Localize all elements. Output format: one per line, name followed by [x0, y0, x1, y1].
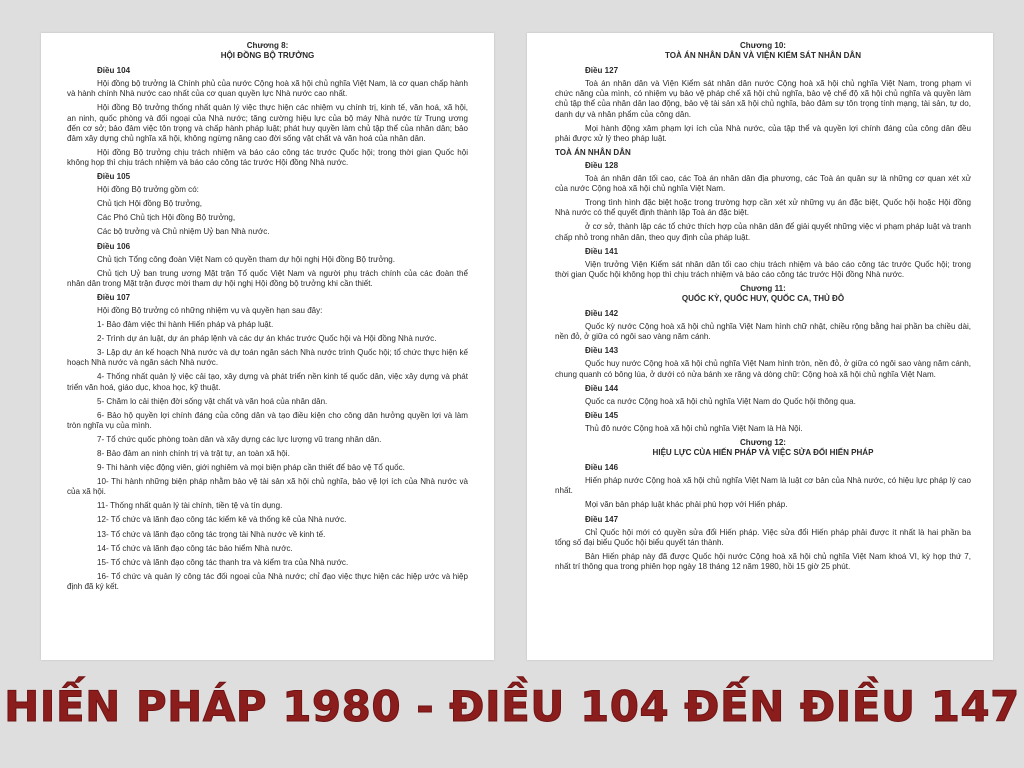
- document-page-right: [527, 33, 993, 660]
- article-title: Điều 146: [585, 463, 619, 473]
- paragraph: Bản Hiến pháp này đã được Quốc hội nước Cộng hoà xã hội chủ nghĩa Việt Nam khoá VI, kỳ họp thứ 7, nhất trí thông qua trong phiên họp ngày 18 tháng 12 năm 1980, hồi 15 giờ 25 phút.: [555, 551, 971, 571]
- paragraph: 1- Bảo đảm việc thi hành Hiến pháp và pháp luật.: [97, 320, 274, 330]
- document-page-left: [41, 33, 494, 660]
- paragraph: Hội đồng Bộ trưởng có những nhiệm vụ và quyền hạn sau đây:: [97, 305, 323, 315]
- paragraph: Quốc huy nước Cộng hoà xã hội chủ nghĩa Việt Nam hình tròn, nền đỏ, ở giữa có ngôi sao vàng năm cánh, chung quanh có bông lúa, ở dưới có nửa bánh xe răng và dòng chữ: Cộng hoà xã hội chủ nghĩa Việt Nam.: [555, 359, 971, 379]
- paragraph: Chủ tịch Tổng công đoàn Việt Nam có quyền tham dự hội nghị Hội đồng Bộ trưởng.: [97, 254, 396, 264]
- paragraph: Thủ đô nước Cộng hoà xã hội chủ nghĩa Việt Nam là Hà Nội.: [585, 423, 803, 433]
- paragraph: Trong tình hình đặc biệt hoặc trong trường hợp cần xét xử những vụ án đặc biệt, Quốc hội hoặc Hội đồng Nhà nước có thể quyết định thành lập Toà án đặc biệt.: [555, 198, 971, 218]
- article-title: Điều 144: [585, 383, 619, 393]
- paragraph: ở cơ sở, thành lập các tổ chức thích hợp của nhân dân để giải quyết những việc vi phạm pháp luật và tranh chấp nhỏ trong nhân dân, theo quy định của pháp luật.: [555, 222, 971, 242]
- paragraph: Hội đồng Bộ trưởng thống nhất quản lý việc thực hiện các nhiệm vụ chính trị, kinh tế, văn hoá, xã hội, an ninh, quốc phòng và đối ngoại của Nhà nước; tăng cường hiệu lực của bộ máy Nhà nước từ Trung ương đến cơ sở; bảo đảm việc tôn trọng và chấp hành pháp luật; phát huy quyền làm chủ tập thể của nhân dân; bảo đảm xây dựng chủ nghĩa xã hội, không ngừng nâng cao đời sống vật chất và văn hoá của nhân dân.: [67, 103, 468, 143]
- paragraph: 5- Chăm lo cải thiện đời sống vật chất và văn hoá của nhân dân.: [97, 396, 328, 406]
- paragraph: 2- Trình dự án luật, dự án pháp lệnh và các dự án khác trước Quốc hội và Hội đồng Nhà nước.: [97, 334, 437, 344]
- paragraph: 6- Bảo hộ quyền lợi chính đáng của công dân và tạo điều kiện cho công dân hưởng quyền lợi và làm tròn nghĩa vụ của mình.: [67, 410, 468, 430]
- article-title: Điều 104: [97, 66, 131, 76]
- chapter-title: TOÀ ÁN NHÂN DÂN VÀ VIỆN KIỂM SÁT NHÂN DÂN: [664, 51, 862, 61]
- paragraph: 4- Thống nhất quản lý việc cải tạo, xây dựng và phát triển nền kinh tế quốc dân, việc xây dựng và phát triển văn hoá, giáo dục, khoa học, kỹ thuật.: [67, 372, 468, 392]
- paragraph: 8- Bảo đảm an ninh chính trị và trật tự, an toàn xã hội.: [97, 449, 290, 458]
- paragraph: Chủ tịch Hội đồng Bộ trưởng,: [97, 199, 203, 209]
- article-title: Điều 143: [585, 346, 619, 356]
- paragraph: 9- Thi hành việc động viên, giới nghiêm và mọi biện pháp cần thiết để bảo vệ Tổ quốc.: [97, 463, 405, 473]
- paragraph: Toà án nhân dân tối cao, các Toà án nhân dân địa phương, các Toà án quân sự là những cơ quan xét xử của nước Cộng hoà xã hội chủ nghĩa Việt Nam.: [555, 174, 971, 194]
- paragraph: 13- Tổ chức và lãnh đạo công tác trọng tài Nhà nước về kinh tế.: [97, 529, 326, 539]
- paragraph: Mọi văn bản pháp luật khác phải phù hợp với Hiến pháp.: [585, 500, 788, 510]
- article-title: Điều 106: [97, 241, 131, 251]
- paragraph: Quốc kỳ nước Cộng hoà xã hội chủ nghĩa Việt Nam hình chữ nhật, chiều rộng bằng hai phần ba chiều dài, nền đỏ, ở giữa có ngôi sao vàng năm cánh.: [555, 322, 971, 342]
- banner-title: HIẾN PHÁP 1980 - ĐIỀU 104 ĐẾN ĐIỀU 147: [4, 682, 1020, 731]
- paragraph: Mọi hành động xâm phạm lợi ích của Nhà nước, của tập thể và quyền lợi chính đáng của công dân đều phải được xử lý theo pháp luật.: [555, 123, 971, 143]
- chapter-number: Chương 8:: [246, 41, 289, 50]
- section-heading: TOÀ ÁN NHÂN DÂN: [555, 147, 631, 157]
- paragraph: 15- Tổ chức và lãnh đạo công tác thanh tra và kiểm tra của Nhà nước.: [97, 557, 349, 567]
- article-title: Điều 107: [97, 292, 131, 302]
- article-title: Điều 128: [585, 160, 619, 170]
- paragraph: 10- Thi hành những biện pháp nhằm bảo vệ tài sản xã hội chủ nghĩa, bảo vệ lợi ích của Nhà nước và của xã hội.: [67, 477, 468, 497]
- paragraph: Chỉ Quốc hội mới có quyền sửa đổi Hiến pháp. Việc sửa đổi Hiến pháp phải được ít nhất là hai phần ba tổng số đại biểu Quốc hội biểu quyết tán thành.: [555, 527, 971, 547]
- paragraph: 3- Lập dự án kế hoạch Nhà nước và dự toán ngân sách Nhà nước trình Quốc hội; tổ chức thực hiện kế hoạch Nhà nước và ngân sách Nhà nước.: [67, 348, 468, 368]
- paragraph: Hội đồng bộ trưởng là Chính phủ của nước Cộng hoà xã hội chủ nghĩa Việt Nam, là cơ quan chấp hành và hành chính Nhà nước cao nhất của cơ quan quyền lực Nhà nước cao nhất.: [67, 79, 468, 99]
- paragraph: 16- Tổ chức và quản lý công tác đối ngoại của Nhà nước; chỉ đạo việc thực hiện các hiệp ước và hiệp định đã ký kết.: [67, 571, 468, 591]
- paragraph: Hội đồng Bộ trưởng chịu trách nhiệm và báo cáo công tác trước Quốc hội; trong thời gian Quốc hội không họp thì chịu trách nhiệm và báo cáo công tác trước Hội đồng Nhà nước.: [67, 147, 468, 167]
- chapter-title: QUỐC KỲ, QUỐC HUY, QUỐC CA, THỦ ĐÔ: [681, 293, 845, 303]
- paragraph: 7- Tổ chức quốc phòng toàn dân và xây dựng các lực lượng vũ trang nhân dân.: [97, 434, 382, 444]
- article-title: Điều 141: [585, 246, 619, 256]
- article-title: Điều 127: [585, 66, 619, 76]
- paragraph: Hiến pháp nước Cộng hoà xã hội chủ nghĩa Việt Nam là luật cơ bản của Nhà nước, có hiệu lực pháp lý cao nhất.: [555, 476, 971, 496]
- article-title: Điều 142: [585, 309, 619, 319]
- article-title: Điều 147: [585, 514, 619, 524]
- paragraph: 14- Tổ chức và lãnh đạo công tác bảo hiểm Nhà nước.: [97, 543, 293, 553]
- chapter-title: HIỆU LỰC CỦA HIẾN PHÁP VÀ VIỆC SỬA ĐỔI HIẾN PHÁP: [652, 448, 874, 458]
- paragraph: 12- Tổ chức và lãnh đạo công tác kiểm kê và thống kê của Nhà nước.: [97, 515, 347, 525]
- article-title: Điều 105: [97, 172, 131, 182]
- chapter-number: Chương 12:: [740, 438, 786, 447]
- chapter-number: Chương 11:: [740, 283, 786, 293]
- paragraph: Các Phó Chủ tịch Hội đồng Bộ trưởng,: [97, 213, 236, 223]
- paragraph: Hội đồng Bộ trưởng gồm có:: [97, 185, 199, 195]
- chapter-title: HỘI ĐỒNG BỘ TRƯỞNG: [220, 51, 315, 61]
- paragraph: 11- Thống nhất quản lý tài chính, tiền tệ và tín dụng.: [97, 501, 283, 511]
- paragraph: Chủ tịch Uỷ ban trung ương Mặt trận Tổ quốc Việt Nam và người phụ trách chính của các đoàn thể nhân dân trong Mặt trận được mời tham dự hội nghị Hội đồng bộ trưởng khi cần thiết.: [67, 268, 468, 288]
- paragraph: Các bộ trưởng và Chủ nhiệm Uỷ ban Nhà nước.: [97, 227, 270, 237]
- paragraph: Viện trưởng Viện Kiểm sát nhân dân tối cao chịu trách nhiệm và báo cáo công tác trước Quốc hội; trong thời gian Quốc hội không họp thì chịu trách nhiệm và báo cáo công tác trước Hội đồng Nhà nước.: [555, 259, 971, 279]
- paragraph: Quốc ca nước Cộng hoà xã hội chủ nghĩa Việt Nam do Quốc hội thông qua.: [585, 396, 856, 406]
- chapter-number: Chương 10:: [740, 41, 786, 50]
- article-title: Điều 145: [585, 410, 619, 420]
- paragraph: Toà án nhân dân và Viện Kiểm sát nhân dân nước Cộng hoà xã hội chủ nghĩa Việt Nam, trong phạm vi chức năng của mình, có nhiệm vụ bảo vệ pháp chế xã hội chủ nghĩa, bảo vệ chế độ xã hội chủ nghĩa và quyền làm chủ tập thể của nhân dân lao động, bảo vệ tài sản xã hội chủ nghĩa, bảo đảm sự tôn trọng tính mạng, tài sản, tự do, danh dự và nhân phẩm của công dân.: [555, 79, 971, 119]
